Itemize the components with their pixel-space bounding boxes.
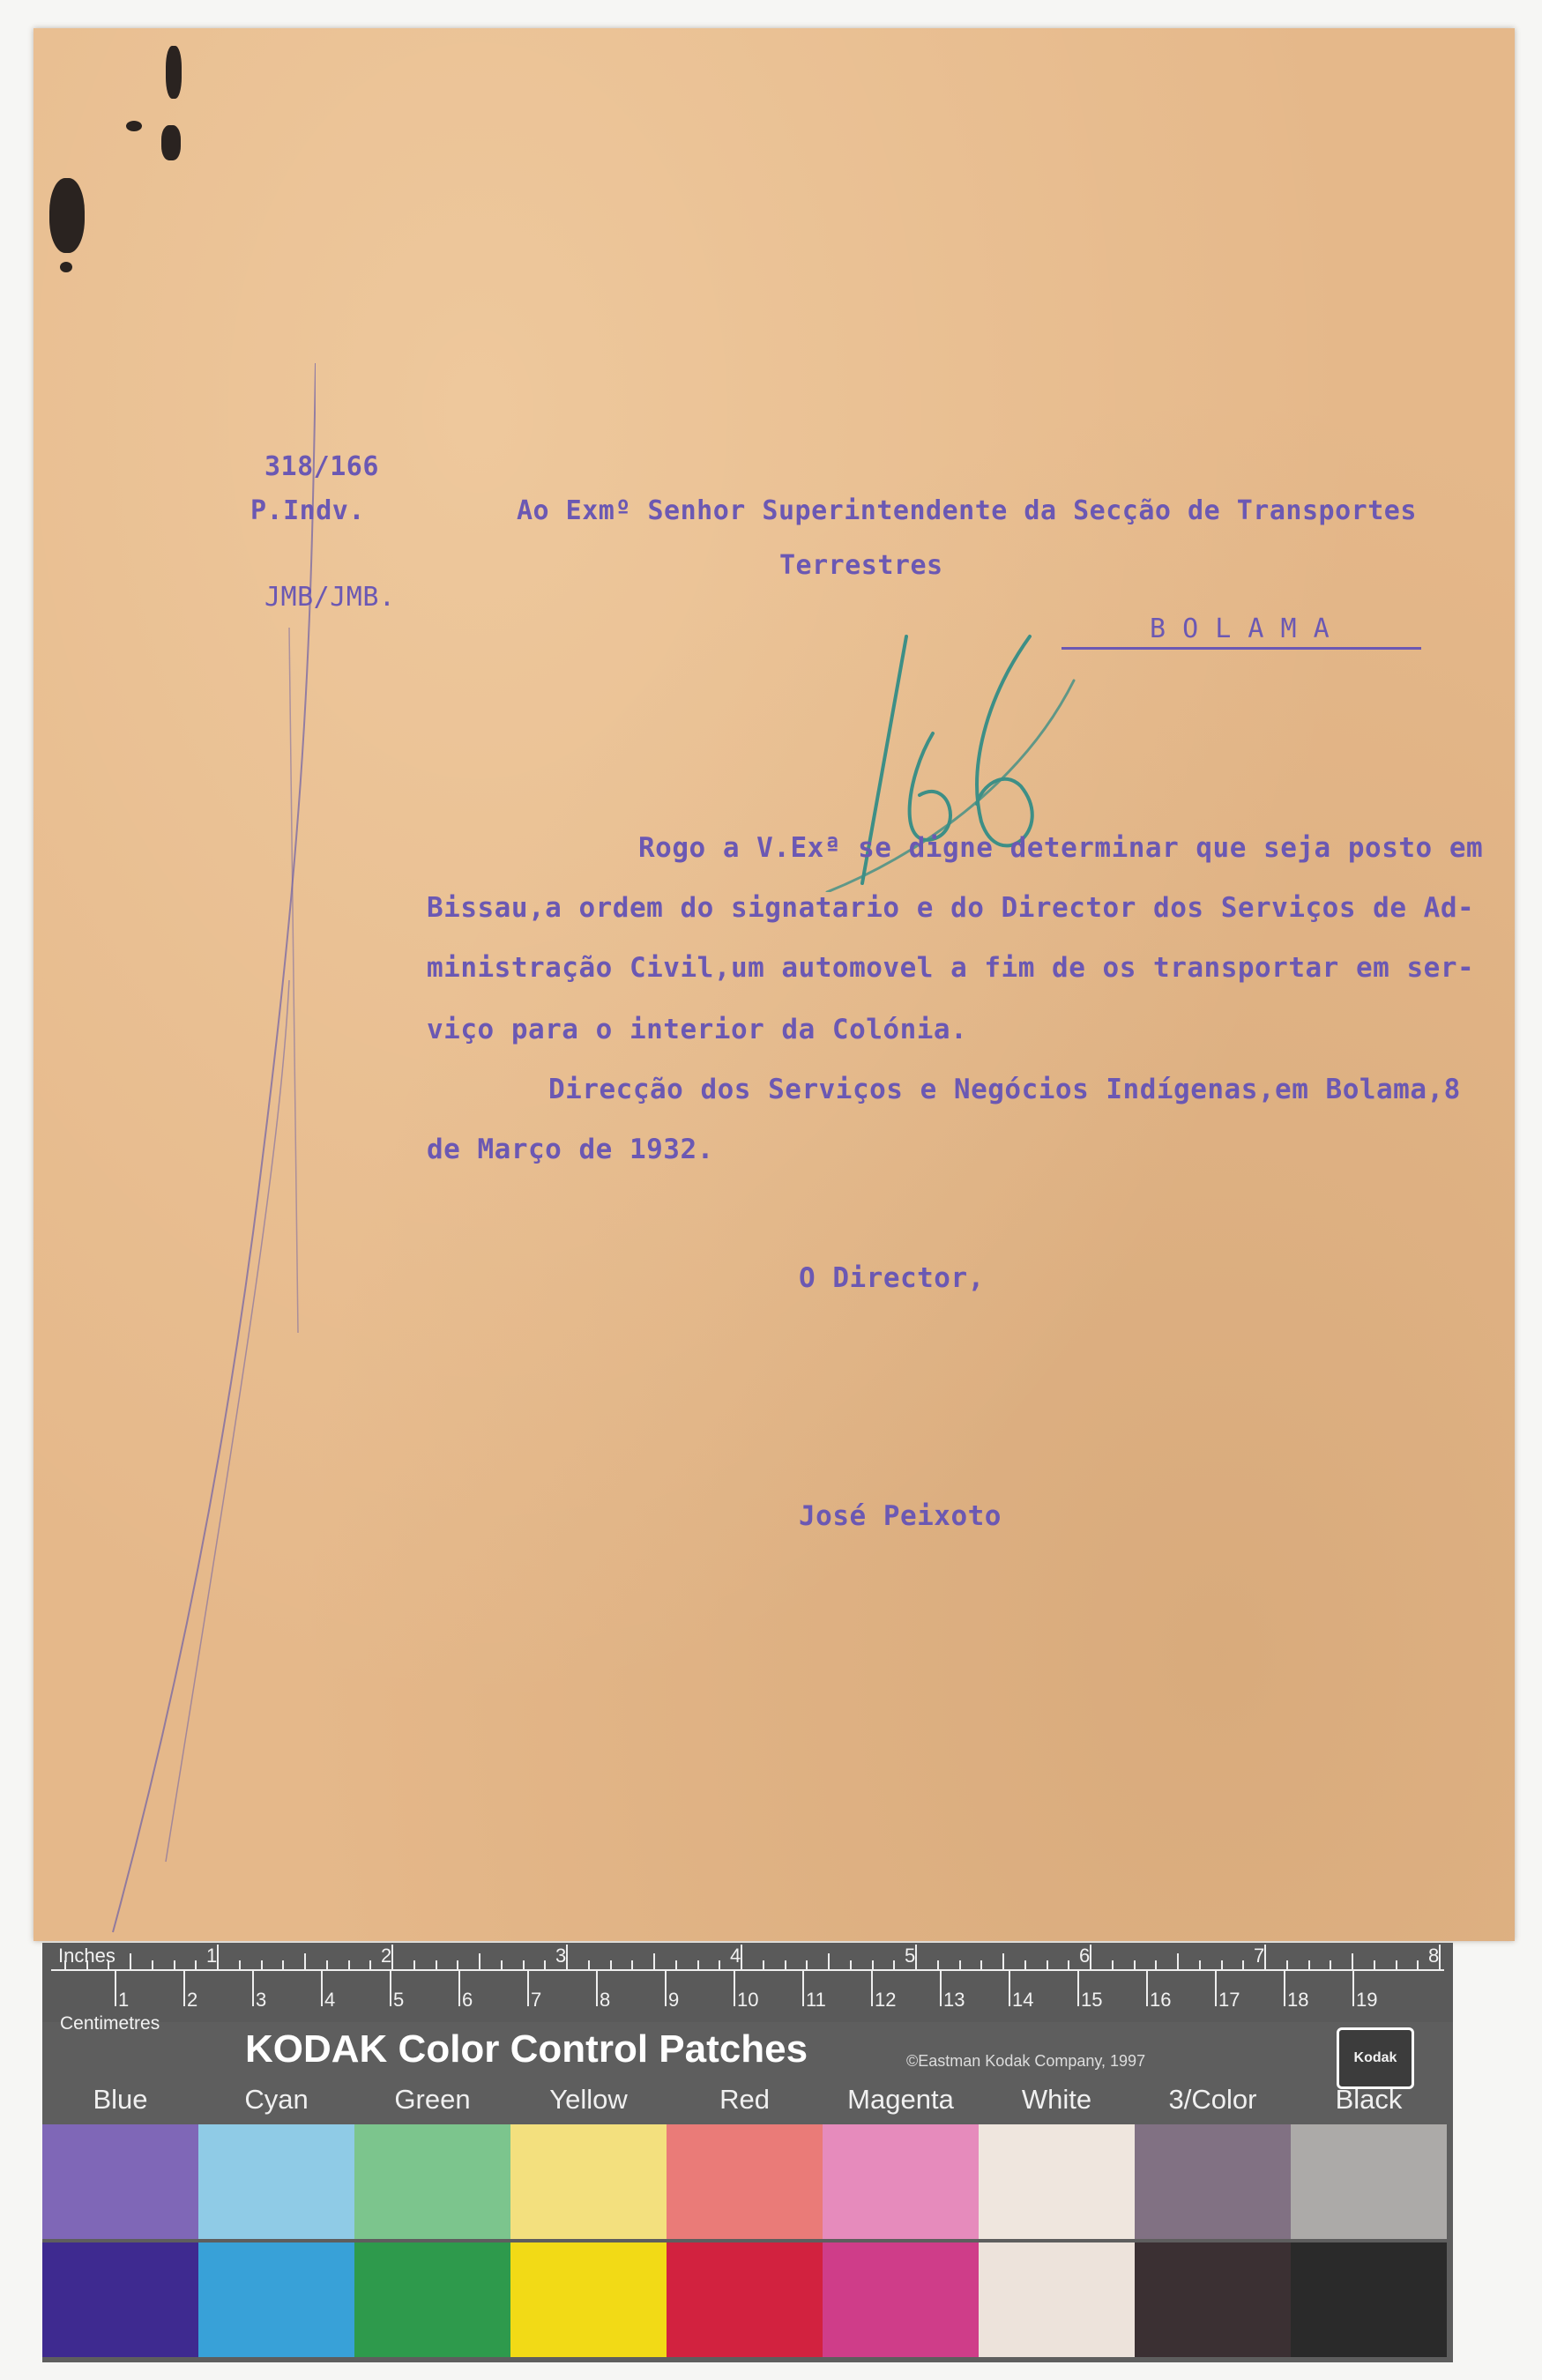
inch-subtick	[610, 1960, 612, 1969]
inch-mark-label: 6	[1079, 1945, 1091, 1967]
cm-tick	[1215, 1971, 1217, 2006]
color-patch-top	[823, 2124, 979, 2239]
closing-line-2: de Março de 1932.	[427, 1134, 714, 1165]
ink-blot	[49, 178, 85, 253]
inch-subtick	[195, 1960, 197, 1969]
color-patch-bottom	[1135, 2242, 1291, 2357]
cm-mark-label: 3	[256, 1989, 267, 2011]
inch-subtick	[152, 1960, 153, 1969]
inch-subtick	[763, 1960, 764, 1969]
cm-tick	[458, 1971, 460, 2006]
cm-tick	[390, 1971, 391, 2006]
addressee-place: B O L A M A	[1150, 614, 1330, 644]
inch-subtick	[108, 1960, 109, 1969]
inch-subtick	[937, 1960, 939, 1969]
inch-subtick	[282, 1960, 284, 1969]
place-underline	[1062, 647, 1421, 650]
color-patch-top	[1135, 2124, 1291, 2239]
inch-subtick	[501, 1960, 503, 1969]
cm-tick	[1284, 1971, 1285, 2006]
color-patch-top	[1291, 2124, 1447, 2239]
cm-tick	[183, 1971, 185, 2006]
kodak-title: KODAK Color Control Patches	[245, 2027, 808, 2071]
inch-subtick	[1155, 1960, 1157, 1969]
cm-tick	[252, 1971, 254, 2006]
color-patch-bottom	[1291, 2242, 1447, 2357]
inch-subtick	[239, 1960, 241, 1969]
inch-subtick	[544, 1960, 546, 1969]
patch-label: Black	[1335, 2084, 1403, 2115]
cm-mark-label: 18	[1287, 1989, 1309, 2011]
measurement-ruler	[42, 1943, 1453, 2022]
color-patch-bottom	[42, 2242, 198, 2357]
inch-subtick	[457, 1960, 458, 1969]
color-patch-bottom	[823, 2242, 979, 2357]
reference-category: P.Indv.	[250, 495, 365, 526]
inch-tick	[391, 1945, 393, 1969]
cm-mark-label: 7	[531, 1989, 542, 2011]
inch-mark-label: 3	[555, 1945, 567, 1967]
cm-mark-label: 15	[1081, 1989, 1103, 2011]
color-patch-top	[510, 2124, 667, 2239]
inch-subtick	[436, 1960, 437, 1969]
body-line-3: ministração Civil,um automovel a fim de os transportar em ser-	[427, 952, 1475, 984]
ink-blot	[161, 125, 181, 160]
addressee-line2: Terrestres	[779, 550, 943, 581]
cm-tick	[1352, 1971, 1354, 2006]
inch-tick	[217, 1945, 219, 1969]
color-patch-top	[42, 2124, 198, 2239]
patch-label: Magenta	[847, 2084, 954, 2115]
inch-mark-label: 8	[1428, 1945, 1440, 1967]
inch-tick	[1090, 1945, 1091, 1969]
cm-mark-label: 19	[1356, 1989, 1378, 2011]
cm-tick	[527, 1971, 529, 2006]
inch-subtick	[1068, 1960, 1069, 1969]
color-patch-top	[354, 2124, 510, 2239]
inch-subtick	[959, 1960, 961, 1969]
cm-mark-label: 14	[1012, 1989, 1034, 2011]
inch-subtick	[588, 1960, 590, 1969]
inch-mark-label: 1	[206, 1945, 218, 1967]
body-line-1: Rogo a V.Exª se digne determinar que seja posto em	[638, 832, 1484, 864]
color-patch-bottom	[667, 2242, 823, 2357]
inch-subtick	[1221, 1960, 1223, 1969]
inch-subtick	[174, 1960, 175, 1969]
cm-mark-label: 16	[1150, 1989, 1172, 2011]
cm-tick	[1077, 1971, 1079, 2006]
cm-mark-label: 5	[393, 1989, 405, 2011]
inch-subtick	[653, 1953, 655, 1969]
inch-subtick	[828, 1953, 830, 1969]
inch-mark-label: 7	[1254, 1945, 1265, 1967]
inch-subtick	[1330, 1960, 1331, 1969]
inch-subtick	[130, 1953, 131, 1969]
cm-tick	[1146, 1971, 1148, 2006]
kodak-logo-icon	[1337, 2027, 1414, 2089]
cm-tick	[321, 1971, 323, 2006]
inch-subtick	[631, 1960, 633, 1969]
cm-mark-label: 4	[324, 1989, 336, 2011]
color-patch-bottom	[354, 2242, 510, 2357]
inch-subtick	[697, 1960, 699, 1969]
patch-label: Cyan	[244, 2084, 309, 2115]
inch-tick	[915, 1945, 917, 1969]
cm-mark-label: 6	[462, 1989, 473, 2011]
cm-tick	[596, 1971, 598, 2006]
inch-tick	[741, 1945, 742, 1969]
reference-initials: JMB/JMB.	[264, 582, 396, 613]
inch-subtick	[785, 1960, 786, 1969]
cm-tick	[1009, 1971, 1010, 2006]
inch-subtick	[872, 1960, 874, 1969]
inch-subtick	[1396, 1960, 1397, 1969]
inch-subtick	[1308, 1960, 1310, 1969]
document-paper	[34, 28, 1515, 1941]
inch-subtick	[1047, 1960, 1048, 1969]
inch-subtick	[675, 1960, 677, 1969]
inch-subtick	[1199, 1960, 1201, 1969]
inch-subtick	[719, 1960, 720, 1969]
inch-subtick	[1286, 1960, 1288, 1969]
cm-tick	[940, 1971, 942, 2006]
inch-subtick	[1112, 1960, 1114, 1969]
inch-subtick	[479, 1953, 480, 1969]
cm-mark-label: 17	[1218, 1989, 1240, 2011]
patch-label: Blue	[93, 2084, 148, 2115]
patch-label: Yellow	[549, 2084, 628, 2115]
signature-name: José Peixoto	[799, 1500, 1002, 1532]
cm-mark-label: 11	[806, 1989, 826, 2011]
inch-subtick	[523, 1960, 525, 1969]
color-patch-bottom	[979, 2242, 1135, 2357]
inch-subtick	[893, 1960, 895, 1969]
inch-subtick	[1002, 1953, 1004, 1969]
inch-mark-label: 5	[905, 1945, 916, 1967]
cm-tick	[734, 1971, 735, 2006]
inch-subtick	[326, 1960, 328, 1969]
inch-subtick	[980, 1960, 982, 1969]
cm-mark-label: 13	[943, 1989, 965, 2011]
inch-subtick	[1024, 1960, 1026, 1969]
inch-subtick	[806, 1960, 808, 1969]
inch-mark-label: 2	[381, 1945, 392, 1967]
inch-subtick	[64, 1960, 66, 1969]
signature-title: O Director,	[799, 1262, 985, 1294]
ink-blot	[126, 121, 142, 131]
patch-label: White	[1021, 2084, 1092, 2115]
reference-number: 318/166	[264, 451, 379, 482]
kodak-copyright: ©Eastman Kodak Company, 1997	[906, 2052, 1146, 2070]
body-line-2: Bissau,a ordem do signatario e do Director dos Serviços de Ad-	[427, 892, 1475, 924]
cm-tick	[871, 1971, 873, 2006]
color-patches	[42, 2124, 1453, 2362]
cm-tick	[665, 1971, 667, 2006]
inch-subtick	[1242, 1960, 1244, 1969]
cm-tick	[115, 1971, 116, 2006]
inch-tick	[1439, 1945, 1441, 1969]
patch-label: Red	[719, 2084, 770, 2115]
inch-subtick	[261, 1960, 263, 1969]
color-patch-top	[198, 2124, 354, 2239]
addressee-line1: Ao Exmº Senhor Superintendente da Secção de Transportes	[517, 495, 1417, 526]
patch-label: Green	[394, 2084, 471, 2115]
centimetres-label: Centimetres	[60, 2013, 160, 2034]
inch-subtick	[413, 1960, 415, 1969]
inch-mark-label: 4	[730, 1945, 741, 1967]
kodak-logo-text: Kodak	[1353, 2050, 1397, 2065]
color-patch-top	[979, 2124, 1135, 2239]
cm-mark-label: 9	[668, 1989, 680, 2011]
closing-line-1: Direcção dos Serviços e Negócios Indígenas,em Bolama,8	[548, 1074, 1461, 1105]
cm-mark-label: 12	[875, 1989, 897, 2011]
inch-subtick	[304, 1953, 306, 1969]
patch-label: 3/Color	[1168, 2084, 1257, 2115]
inch-subtick	[1352, 1953, 1353, 1969]
kodak-color-control-strip	[42, 1943, 1453, 2362]
ink-blot	[166, 46, 182, 99]
inch-tick	[1264, 1945, 1266, 1969]
inch-subtick	[1374, 1960, 1375, 1969]
inch-subtick	[1134, 1960, 1136, 1969]
patch-labels	[42, 2084, 1453, 2123]
inch-tick	[566, 1945, 568, 1969]
cm-mark-label: 8	[600, 1989, 611, 2011]
inch-subtick	[369, 1960, 371, 1969]
ink-blot	[60, 262, 72, 272]
inches-label: Inches	[58, 1945, 115, 1967]
body-line-4: viço para o interior da Colónia.	[427, 1014, 968, 1045]
cm-mark-label: 1	[118, 1989, 130, 2011]
cm-mark-label: 2	[187, 1989, 198, 2011]
inch-subtick	[850, 1960, 852, 1969]
color-patch-top	[667, 2124, 823, 2239]
color-patch-bottom	[198, 2242, 354, 2357]
cm-mark-label: 10	[737, 1989, 759, 2011]
cm-tick	[802, 1971, 804, 2006]
inch-subtick	[348, 1960, 350, 1969]
inch-subtick	[1177, 1953, 1179, 1969]
inch-subtick	[1417, 1960, 1419, 1969]
inch-subtick	[86, 1960, 88, 1969]
color-patch-bottom	[510, 2242, 667, 2357]
